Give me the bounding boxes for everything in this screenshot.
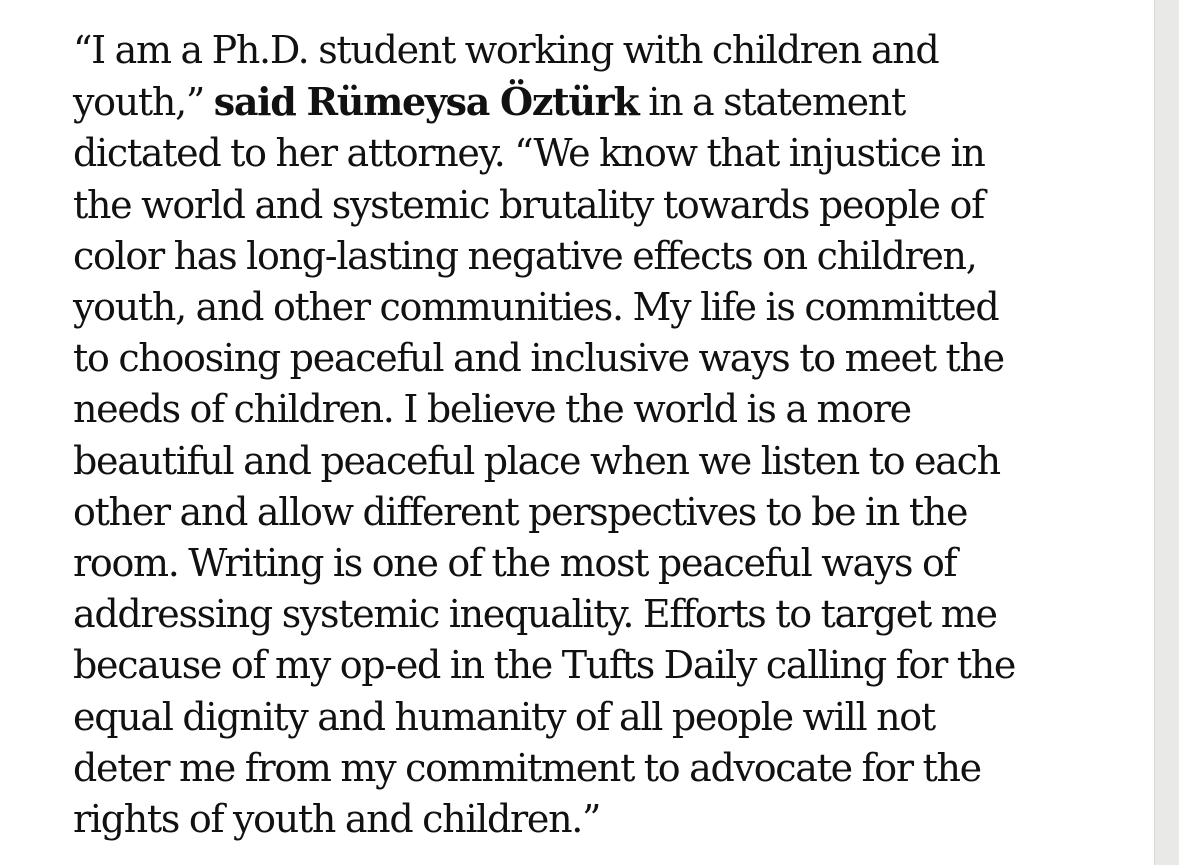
paragraph-line: needs of children. I believe the world is a more	[73, 387, 911, 432]
paragraph-line: “I am a Ph.D. student working with children and	[73, 28, 939, 72]
paragraph-line: beautiful and peaceful place when we listen to each	[73, 438, 1000, 483]
paragraph-line: addressing systemic inequality. Efforts to target me	[73, 592, 997, 637]
paragraph-text: youth,”	[73, 80, 214, 125]
paragraph-line	[73, 76, 1133, 128]
paragraph-line: to choosing peaceful and inclusive ways to meet the	[73, 336, 1004, 381]
paragraph-text: in a statement	[638, 80, 905, 125]
paragraph-line: dictated to her attorney. “We know that injustice in	[73, 131, 985, 176]
paragraph-line: equal dignity and humanity of all people will not	[73, 694, 935, 739]
speaker-attribution: said Rümeysa Öztürk	[213, 79, 639, 125]
paragraph-line: other and allow different perspectives to be in the	[73, 489, 968, 534]
paragraph-line: youth, and other communities. My life is committed	[73, 285, 999, 330]
paragraph-line: the world and systemic brutality towards people of	[73, 182, 984, 227]
paragraph-line: room. Writing is one of the most peaceful ways of	[73, 541, 957, 586]
paragraph-line: rights of youth and children.”	[73, 797, 601, 842]
statement-paragraph	[73, 25, 1133, 845]
paragraph-line: because of my op-ed in the Tufts Daily calling for the	[73, 643, 1016, 688]
paragraph-line: color has long-lasting negative effects on children,	[73, 233, 977, 278]
paragraph-line: deter me from my commitment to advocate for the	[73, 745, 981, 790]
